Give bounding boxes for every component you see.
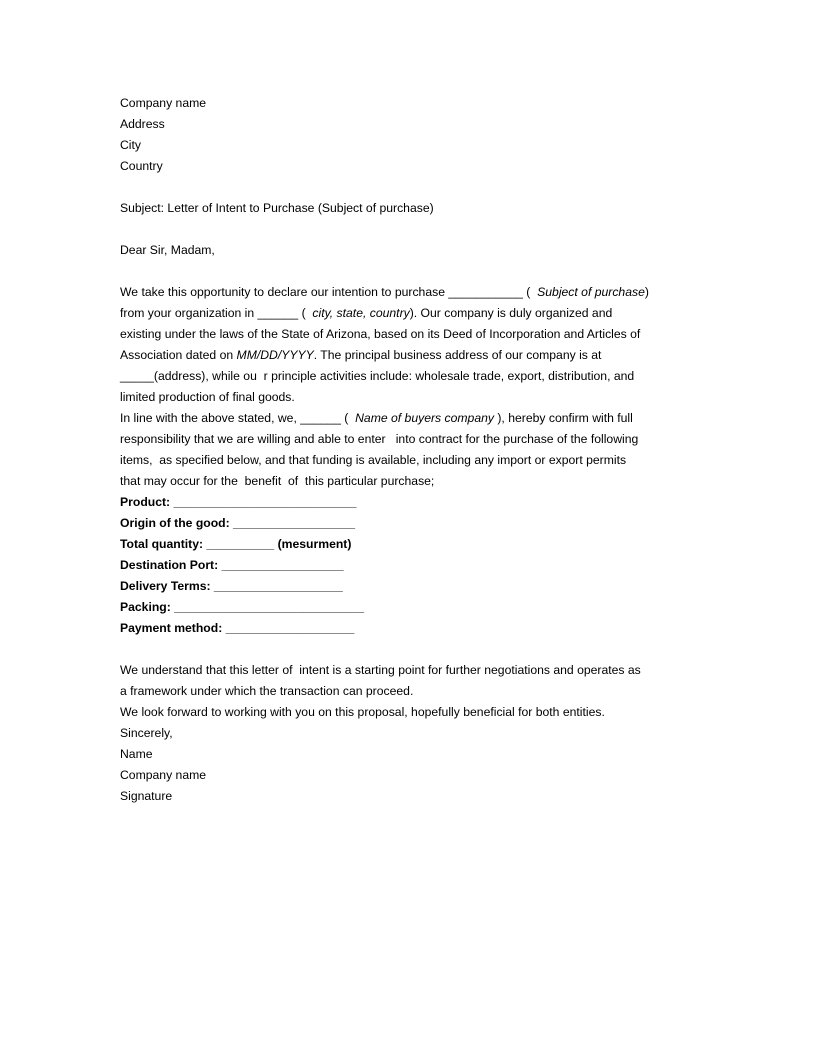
spacer xyxy=(120,177,700,198)
recipient-country: Country xyxy=(120,159,163,173)
para1-text: . The principal business address of our company is at xyxy=(313,348,602,362)
para1-line3: existing under the laws of the State of Arizona, based on its Deed of Incorporation and Articles of xyxy=(120,327,641,341)
para1-line6: limited production of final goods. xyxy=(120,390,295,404)
spacer xyxy=(120,639,700,660)
closing-line3: We look forward to working with you on this proposal, hopefully beneficial for both entities. xyxy=(120,705,605,719)
para1-text: Association dated on xyxy=(120,348,237,362)
letter-page xyxy=(120,93,700,807)
para2-text: ), hereby confirm with full xyxy=(493,411,633,425)
recipient-city: City xyxy=(120,138,141,152)
recipient-address: Address xyxy=(120,117,165,131)
salutation: Dear Sir, Madam, xyxy=(120,243,215,257)
para1-line5: _____(address), while ou r principle activities include: wholesale trade, export, distribution, and xyxy=(120,369,635,383)
recipient-company: Company name xyxy=(120,96,207,110)
placeholder-location: city, state, country xyxy=(312,306,410,320)
para1-line4 xyxy=(120,345,700,366)
placeholder-buyer: Name of buyers company xyxy=(355,411,494,425)
para2-text: In line with the above stated, we, ______ ( xyxy=(120,411,356,425)
para1-text: ) xyxy=(644,285,649,299)
spacer xyxy=(120,219,700,240)
signer-company: Company name xyxy=(120,768,207,782)
field-payment-method: Payment method: ___________________ xyxy=(120,621,355,635)
para1-text: ). Our company is duly organized and xyxy=(409,306,613,320)
signer-name: Name xyxy=(120,747,153,761)
subject-line: Subject: Letter of Intent to Purchase (Subject of purchase) xyxy=(120,201,434,215)
spacer xyxy=(120,261,700,282)
closing-line2: a framework under which the transaction can proceed. xyxy=(120,684,414,698)
para2-line4: that may occur for the benefit of this particular purchase; xyxy=(120,474,435,488)
field-packing: Packing: ____________________________ xyxy=(120,600,364,614)
para1-line1 xyxy=(120,282,700,303)
field-product: Product: ___________________________ xyxy=(120,495,357,509)
para1-text: from your organization in ______ ( xyxy=(120,306,313,320)
para2-line3: items, as specified below, and that funding is available, including any import or export permits xyxy=(120,453,627,467)
para1-line2 xyxy=(120,303,700,324)
field-origin: Origin of the good: __________________ xyxy=(120,516,356,530)
field-delivery-terms: Delivery Terms: ___________________ xyxy=(120,579,343,593)
closing-line1: We understand that this letter of intent is a starting point for further negotiations and operates as xyxy=(120,663,641,677)
signer-signature: Signature xyxy=(120,789,173,803)
para2-line1 xyxy=(120,408,700,429)
para1-text: We take this opportunity to declare our intention to purchase ___________ ( xyxy=(120,285,538,299)
placeholder-subject: Subject of purchase xyxy=(537,285,645,299)
para2-line2: responsibility that we are willing and able to enter into contract for the purchase of the following xyxy=(120,432,639,446)
placeholder-date: MM/DD/YYYY xyxy=(236,348,314,362)
field-destination-port: Destination Port: __________________ xyxy=(120,558,344,572)
sign-off: Sincerely, xyxy=(120,726,173,740)
field-quantity: Total quantity: __________ (mesurment) xyxy=(120,537,352,551)
